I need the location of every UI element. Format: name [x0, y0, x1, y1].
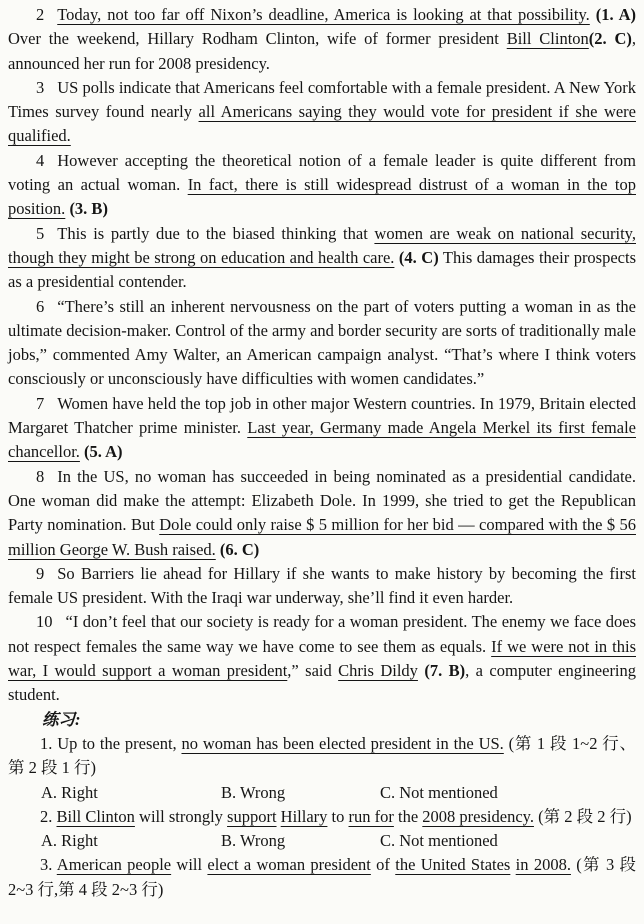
question-1	[8, 732, 636, 781]
text-run: (第 1 段 1~2 行、第 2 段 1 行)	[8, 733, 636, 778]
exercises-header	[8, 708, 636, 732]
underlined-text: Today, not too far off Nixon’s deadline, America is looking at that possibility.	[57, 5, 590, 24]
answer-marker: (3. B)	[69, 199, 108, 219]
paragraph-number: 6	[36, 296, 45, 316]
answer-marker: (1. A)	[595, 5, 637, 24]
answer-marker: (4. C)	[398, 247, 439, 267]
answer-marker: (6. C)	[219, 539, 260, 559]
text-run: “I don’t feel that our society is ready for a woman president. The enemy we face does not respect females the same way we have come to see them as equals.	[8, 612, 636, 656]
option-b: B. Wrong	[221, 782, 286, 802]
text-run: This is partly due to the biased thinking that	[57, 223, 375, 243]
text-run: “There’s still an inherent nervousness on the part of voters putting a woman in as the ultimate decision-maker. Control of the army and border security are sorts of traditionally male jobs,” commented Amy Walter, an American campaign analyst. “That’s where I think voters consciously or unconsciously have difficulties with women candidates.”	[8, 296, 636, 389]
text-run: 3.	[40, 855, 57, 875]
question-2	[8, 805, 636, 829]
paragraph-6	[8, 295, 636, 392]
answer-marker: (2. C)	[588, 29, 632, 49]
question-1-options	[8, 781, 636, 805]
underlined-text: elect a woman president	[207, 855, 371, 875]
option-b: B. Wrong	[221, 831, 286, 851]
underlined-text: In fact, there is still widespread distrust of a woman in the top position.	[8, 175, 636, 219]
text-run: Women have held the top job in other major Western countries. In 1979, Britain elected Margaret Thatcher prime minister.	[8, 393, 636, 438]
paragraph-2	[8, 3, 636, 76]
question-2-options	[8, 829, 636, 853]
paragraph-number: 3	[36, 77, 45, 97]
text-run: the	[393, 806, 423, 826]
option-c: C. Not mentioned	[380, 782, 498, 802]
paragraph-number: 10	[36, 612, 53, 632]
paragraph-number: 7	[36, 393, 45, 413]
question-3	[8, 853, 636, 902]
underlined-text: American people	[56, 855, 172, 875]
answer-marker: (5. A)	[84, 442, 123, 462]
underlined-text: Chris Dildy	[338, 661, 418, 681]
paragraph-7	[8, 392, 636, 465]
underlined-text: If we were not in this war, I would support a woman president	[8, 636, 636, 681]
underlined-text: Hillary	[280, 806, 328, 826]
underlined-text: in 2008.	[515, 855, 571, 875]
text-run: 1. Up to the present,	[40, 733, 182, 753]
text-run: will	[171, 855, 208, 875]
text-run: , a computer engineering student.	[8, 661, 637, 705]
paragraph-number: 8	[36, 466, 45, 486]
answer-marker: (7. B)	[424, 661, 466, 681]
text-run: So Barriers lie ahead for Hillary if she wants to make history by becoming the first female US president. With the Iraqi war underway, she’ll find it even harder.	[8, 563, 636, 608]
underlined-text: run for	[348, 806, 394, 826]
paragraph-number: 2	[36, 5, 45, 24]
article	[8, 3, 636, 708]
text-run: (第 2 段 2 行)	[533, 806, 632, 826]
underlined-text: support	[227, 806, 277, 826]
text-run: Over the weekend, Hillary Rodham Clinton, wife of former president	[8, 29, 507, 49]
paragraph-number: 9	[36, 563, 45, 583]
exercises	[8, 732, 636, 902]
option-c: C. Not mentioned	[380, 831, 498, 851]
paragraph-4	[8, 149, 636, 222]
option-a: A. Right	[41, 831, 98, 851]
underlined-text: Bill Clinton	[56, 806, 135, 826]
text-run: 2.	[40, 806, 57, 826]
text-run: will strongly	[134, 806, 228, 826]
text-run: ,” said	[287, 661, 339, 681]
paragraph-5	[8, 222, 636, 295]
text-run: US polls indicate that Americans feel comfortable with a female president. A New York Times survey found nearly	[8, 77, 636, 122]
text-run: to	[327, 806, 349, 826]
paragraph-9	[8, 562, 636, 611]
underlined-text: Dole could only raise $ 5 million for her bid — compared with the $ 56 million George W. Bush raised.	[8, 515, 636, 559]
underlined-text: Last year, Germany made Angela Merkel its first female chancellor.	[8, 418, 636, 462]
text-run: of	[370, 855, 396, 875]
paragraph-number: 4	[36, 150, 45, 170]
text-run: , announced her run for 2008 presidency.	[8, 29, 636, 73]
paragraph-3	[8, 76, 636, 149]
option-a: A. Right	[41, 782, 98, 802]
underlined-text: all Americans saying they would vote for president if she were qualified.	[8, 102, 636, 146]
underlined-text: no woman has been elected president in the US.	[181, 733, 504, 753]
underlined-text: women are weak on national security, though they might be strong on education and health care.	[8, 223, 636, 267]
paragraph-number: 5	[36, 223, 45, 243]
paragraph-8	[8, 465, 636, 562]
underlined-text: Bill Clinton	[506, 29, 589, 49]
underlined-text: 2008 presidency.	[422, 806, 534, 826]
text-run: However accepting the theoretical notion of a female leader is quite different from voting an actual woman.	[8, 150, 636, 195]
paragraph-10	[8, 610, 636, 707]
underlined-text: the United States	[395, 855, 511, 875]
text-run: This damages their prospects as a presidential contender.	[8, 247, 637, 292]
exercises-header-label: 练习:	[42, 709, 81, 729]
text-run: In the US, no woman has succeeded in being nominated as a presidential candidate. One woman did make the attempt: Elizabeth Dole. In 1999, she tried to get the Republican Party nomination. But	[8, 466, 636, 535]
text-run: (第 3 段 2~3 行,第 4 段 2~3 行)	[8, 855, 637, 899]
